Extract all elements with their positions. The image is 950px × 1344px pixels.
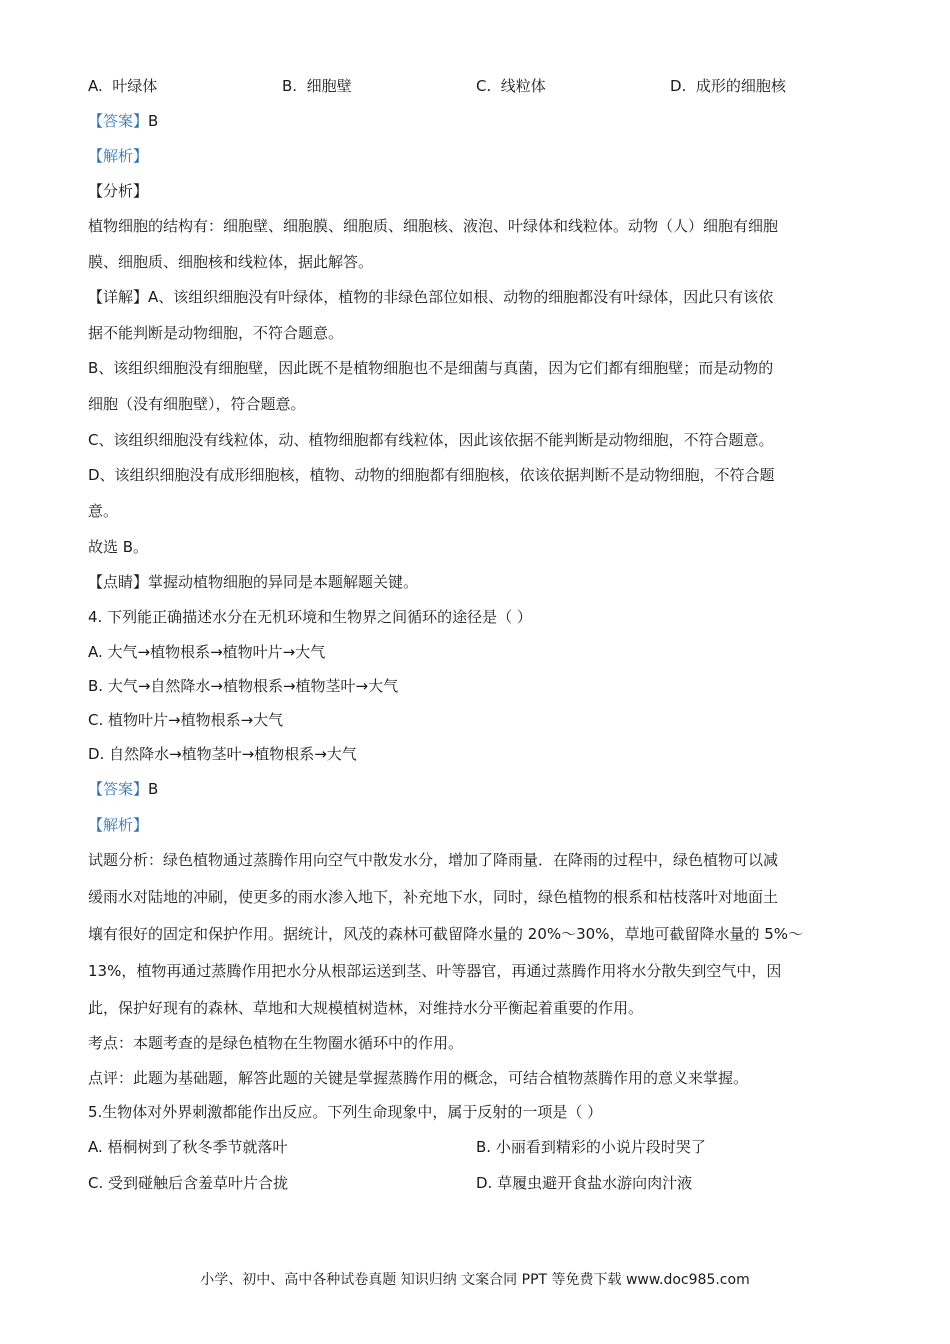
q3-detail-line: 据不能判断是动物细胞，不符合题意。 — [88, 324, 344, 342]
option-key: C. — [476, 77, 492, 95]
q3-option-b — [282, 76, 352, 96]
q4-dianping: 点评：此题为基础题，解答此题的关键是掌握蒸腾作用的概念，可结合植物蒸腾作用的意义来掌握。 — [88, 1069, 749, 1087]
option-text: 线粒体 — [500, 77, 546, 95]
dianjing-text: 掌握动植物细胞的异同是本题解题关键。 — [148, 573, 419, 591]
q5-option-c: C. 受到碰触后含羞草叶片合拢 — [88, 1174, 289, 1192]
q4-kaodian: 考点：本题考查的是绿色植物在生物圈水循环中的作用。 — [88, 1034, 464, 1052]
q4-option: D. 自然降水→植物茎叶→植物根系→大气 — [88, 745, 357, 763]
detail-text: A、该组织细胞没有叶绿体，植物的非绿色部位如根、动物的细胞都没有叶绿体，因此只有该依 — [148, 288, 774, 306]
q3-detail-line: D、该组织细胞没有成形细胞核，植物、动物的细胞都有细胞核，依该依据判断不是动物细胞，不符合题 — [88, 466, 775, 484]
q5-option-d: D. 草履虫避开食盐水游向肉汁液 — [476, 1174, 693, 1192]
detail-tag: 【详解】 — [88, 288, 149, 306]
q3-fenxi-line: 植物细胞的结构有：细胞壁、细胞膜、细胞质、细胞核、液泡、叶绿体和线粒体。动物（人）细胞有细胞 — [88, 217, 779, 235]
answer-value: B — [148, 780, 159, 798]
q4-analysis-line: 此，保护好现有的森林、草地和大规模植树造林，对维持水分平衡起着重要的作用。 — [88, 999, 644, 1017]
q4-analysis-line: 壤有很好的固定和保护作用。据统计，风茂的森林可截留降水量的 20%～30%，草地可截留降水量的 5%～ — [88, 925, 804, 943]
q3-option-c — [476, 76, 546, 96]
q4-option: C. 植物叶片→植物根系→大气 — [88, 711, 284, 729]
q3-detail-line: 细胞（没有细胞壁），符合题意。 — [88, 395, 306, 413]
q4-option: A. 大气→植物根系→植物叶片→大气 — [88, 643, 326, 661]
q3-choose: 故选 B。 — [88, 538, 149, 556]
q3-detail-line — [88, 287, 870, 307]
q3-detail-line: 意。 — [88, 502, 119, 520]
q4-option: B. 大气→自然降水→植物根系→植物茎叶→大气 — [88, 677, 399, 695]
q4-question: 4. 下列能正确描述水分在无机环境和生物界之间循环的途径是（ ） — [88, 608, 532, 626]
q3-detail-line: B、该组织细胞没有细胞壁，因此既不是植物细胞也不是细菌与真菌，因为它们都有细胞壁；而是动物的 — [88, 359, 774, 377]
q3-option-d — [670, 76, 786, 96]
q3-dianjing — [88, 572, 870, 592]
q3-fenxi-tag: 【分析】 — [88, 182, 149, 200]
q5-option-b: B. 小丽看到精彩的小说片段时哭了 — [476, 1138, 706, 1156]
page-footer: 小学、初中、高中各种试卷真题 知识归纳 文案合同 PPT 等免费下载 www.doc985.com — [200, 1272, 750, 1288]
q4-analysis-line: 13%，植物再通过蒸腾作用把水分从根部运送到茎、叶等器官，再通过蒸腾作用将水分散失到空气中，因 — [88, 962, 782, 980]
option-text: 细胞壁 — [306, 77, 352, 95]
option-key: D. — [670, 77, 687, 95]
option-key: B. — [282, 77, 298, 95]
option-text: 叶绿体 — [112, 77, 158, 95]
q3-detail-line: C、该组织细胞没有线粒体，动、植物细胞都有线粒体，因此该依据不能判断是动物细胞，不符合题意。 — [88, 431, 774, 449]
q3-fenxi-line: 膜、细胞质、细胞核和线粒体，据此解答。 — [88, 253, 374, 271]
answer-tag: 【答案】 — [88, 780, 149, 798]
answer-tag: 【答案】 — [88, 112, 149, 130]
dianjing-tag: 【点睛】 — [88, 573, 149, 591]
q3-answer — [88, 111, 870, 131]
q5-question: 5.生物体对外界刺激都能作出反应。下列生命现象中，属于反射的一项是（ ） — [88, 1103, 603, 1121]
q3-option-a — [88, 76, 157, 96]
q4-analysis-tag: 【解析】 — [88, 816, 149, 834]
option-text: 成形的细胞核 — [695, 77, 786, 95]
q4-analysis-line: 缓雨水对陆地的冲刷，使更多的雨水渗入地下，补充地下水，同时，绿色植物的根系和枯枝落叶对地面土 — [88, 888, 779, 906]
option-key: A. — [88, 77, 103, 95]
q4-analysis-line: 试题分析：绿色植物通过蒸腾作用向空气中散发水分，增加了降雨量．在降雨的过程中，绿色植物可以减 — [88, 851, 779, 869]
q3-analysis-tag: 【解析】 — [88, 147, 149, 165]
answer-value: B — [148, 112, 159, 130]
q4-answer — [88, 779, 870, 799]
q5-option-a: A. 梧桐树到了秋冬季节就落叶 — [88, 1138, 288, 1156]
